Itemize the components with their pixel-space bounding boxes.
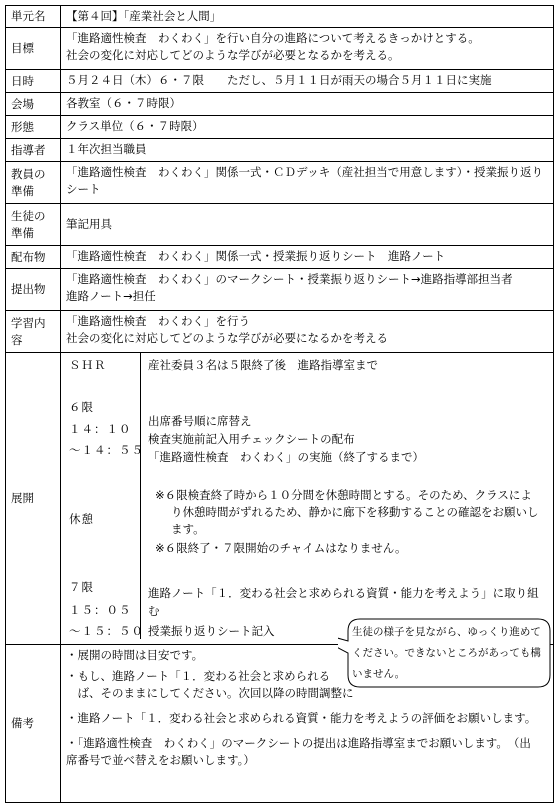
label-goal: 目標 [6,28,61,70]
schedule-cell [61,353,554,645]
label-schedule: 展開 [6,353,61,645]
label-unit: 単元名 [6,6,61,28]
label-content [6,311,61,353]
value-teacher-prep: 「進路適性検査 わくわく」関係一式・ＣＤデッキ（産社担当で用意します）・授業振り返りシート [61,162,554,204]
row-teacher-prep [6,162,554,204]
activity-check: 検査実施前記入用チェックシートの配布 [148,432,355,446]
remark-line: ば、そのままにしてください。次回以降の時間調整に [66,686,354,700]
row-format [6,116,554,139]
remark-line: ・進路ノート「１．変わる社会と求められる資質・能力を考えようの評価をお願いします。 [66,711,537,725]
row-content [6,311,554,353]
label-content-l1: 学習内 [11,315,46,330]
label-instructor: 指導者 [6,139,61,162]
submissions-line: 進路ノート→担任 [66,289,156,303]
time-period6: ６限 [69,400,94,414]
note-chime: ※６限終了・７限開始のチャイムはなりません。 [155,541,407,555]
time-period7-start: １５：０５ [69,603,132,617]
row-schedule [6,353,554,645]
goal-line: 「進路適性検査 わくわく」を行い自分の進路について考えるきっかけとする。 [66,31,480,45]
value-date: ５月２４日（木）６・７限 ただし、５月１１日が雨天の場合５月１１日に実施 [61,70,554,93]
note-line: り休憩時間がずれるため、静かに廊下を移動することの確認をお願いし [171,505,539,519]
remark-line: 席番号で並べ替えをお願いします。） [66,753,255,767]
value-student-prep: 筆記用具 [61,204,554,246]
label-venue: 会場 [6,93,61,116]
activity-test: 「進路適性検査 わくわく」の実施（終了するまで） [148,450,424,464]
label-teacher-prep-l2: 準備 [11,183,34,198]
activity-note-break [155,487,560,557]
schedule-time-column [61,353,144,639]
label-student-prep [6,204,61,246]
value-content [61,311,554,353]
activity-reflection: 授業振り返りシート記入 [148,624,275,638]
row-student-prep [6,204,554,246]
label-handouts: 配布物 [6,246,61,269]
time-period6-start: １４：１０ [69,422,132,436]
value-venue: 各教室（６・７時限） [61,93,554,116]
activity-shr: 産社委員３名は５限終了後 進路指導室まで [148,358,378,372]
activity-notebook-cont: む [148,604,160,618]
row-submissions [6,269,554,311]
row-instructor [6,139,554,162]
label-submissions: 提出物 [6,269,61,311]
value-submissions [61,269,554,311]
label-content-l2: 容 [11,332,23,347]
label-date: 日時 [6,70,61,93]
label-student-prep-l2: 準備 [11,225,34,240]
time-period6-end: 〜１４：５５ [69,443,144,457]
row-date [6,70,554,93]
schedule-area [61,353,553,639]
callout-line: いません。 [352,668,406,680]
value-instructor: １年次担当職員 [61,139,554,162]
callout-text [352,622,542,685]
remark-line: ・「進路適性検査 わくわく」のマークシートの提出は進路指導室までお願いします。 （出 [66,736,531,750]
time-shr: ＳＨＲ [69,358,107,372]
row-venue [6,93,554,116]
callout-line: 生徒の様子を見ながら、ゆっくり進めて [352,626,541,638]
content-line: 社会の変化に対応してどのような学びが必要になるかを考える [66,331,388,345]
activity-seat: 出席番号順に席替え [148,414,252,428]
value-handouts: 「進路適性検査 わくわく」関係一式・授業振り返りシート 進路ノート [61,246,554,269]
label-student-prep-l1: 生徒の [11,208,46,223]
time-period7: ７限 [69,580,94,594]
note-line: ます。 [171,522,205,536]
row-handouts [6,246,554,269]
label-teacher-prep-l1: 教員の [11,166,46,181]
remark-line: ・もし、進路ノート「１．変わる社会と求められる [66,669,331,683]
remark-line: ・展開の時間は目安です。 [66,648,204,662]
activity-notebook: 進路ノート「１．変わる社会と求められる資質・能力を考えよう」に取り組 [148,586,539,600]
label-remarks: 備考 [6,645,61,803]
value-unit: 【第４回】「産業社会と人間」 [61,6,554,28]
callout-bubble [338,617,553,689]
note-line: ※６限検査終了時から１０分間を休憩時間とする。そのため、クラスによ [155,488,532,502]
callout-line: ください。できないところがあっても構 [352,647,541,659]
goal-line: 社会の変化に対応してどのような学びが必要となるかを考える。 [66,48,400,62]
submissions-line: 「進路適性検査 わくわく」のマークシート・授業振り返りシート→進路指導部担当者 [66,272,513,286]
content-line: 「進路適性検査 わくわく」を行う [66,314,250,328]
row-unit [6,6,554,28]
label-format: 形態 [6,116,61,139]
value-goal [61,28,554,70]
time-period7-end: 〜１５：５０ [69,624,144,638]
row-goal [6,28,554,70]
value-format: クラス単位（６・７時限） [61,116,554,139]
label-teacher-prep [6,162,61,204]
time-break: 休憩 [69,512,94,526]
